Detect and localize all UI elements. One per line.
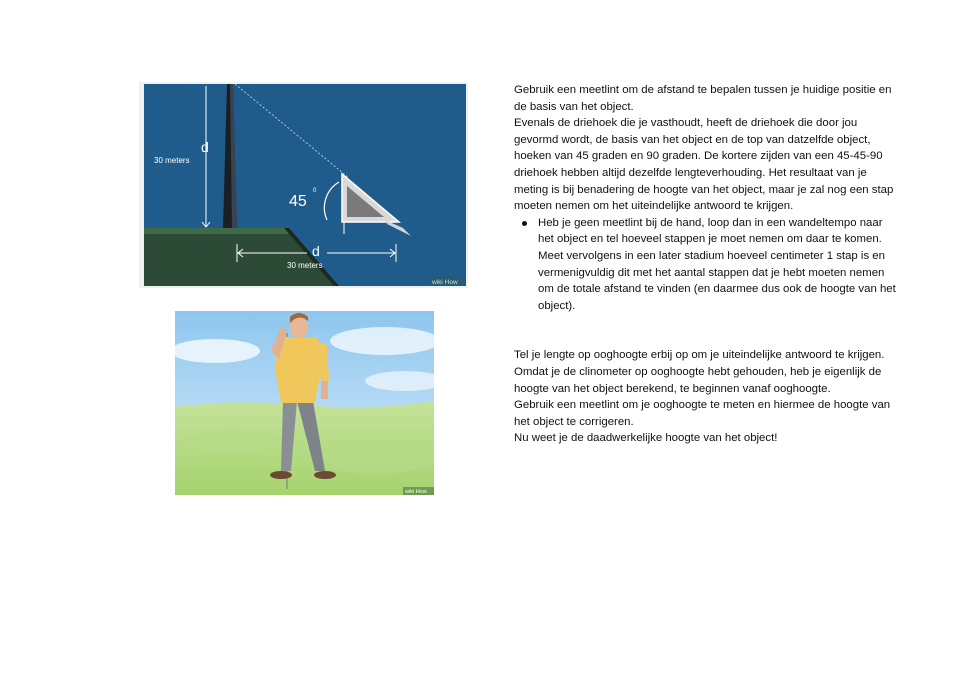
bullet-item [514, 215, 898, 315]
clinometer-diagram-image [139, 82, 468, 288]
paragraph: Evenals de driehoek die je vasthoudt, heeft de driehoek die door jou gevormd wordt, de basis van het object en de top van datzelfde object, hoeken van 45 graden en 90 graden. De kortere zijden van een 45-45-90 driehoek hebben altijd dezelfde lengteverhouding. Het resultaat van je meting is bij benadering de hoogte van het object, maar je zal nog een stap moeten nemen om het uiteindelijke antwoord te krijgen. [514, 117, 894, 213]
vertical-distance-label: 30 meters [154, 156, 190, 165]
horizontal-distance-label: 30 meters [287, 261, 323, 270]
paragraph: Nu weet je de daadwerkelijke hoogte van het object! [514, 432, 778, 445]
person-eye-height-image [175, 311, 434, 495]
degree-symbol: 0 [313, 188, 317, 194]
paragraph: Gebruik een meetlint om je ooghoogte te meten en hiermee de hoogte van het object te corrigeren. [514, 399, 891, 428]
angle-label: 45 [289, 193, 307, 210]
paragraph: Gebruik een meetlint om de afstand te bepalen tussen je huidige positie en de basis van het object. [514, 84, 892, 113]
paragraph: Tel je lengte op ooghoogte erbij op om je uiteindelijke antwoord te krijgen. [514, 349, 885, 362]
bullet-icon [522, 221, 527, 226]
paragraph: Omdat je de clinometer op ooghoogte hebt gehouden, heb je eigenlijk de hoogte van het object berekend, te beginnen vanaf ooghoogte. [514, 365, 882, 395]
bullet-list [514, 215, 898, 315]
watermark-text-2: wiki How [405, 489, 427, 495]
horizontal-d-label: d [312, 243, 320, 259]
vertical-d-label: d [201, 139, 209, 155]
watermark-text: wiki How [432, 279, 458, 286]
instructions-text [514, 82, 898, 447]
bullet-text: Heb je geen meetlint bij de hand, loop dan in een wandeltempo naar het object en tel hoeveel stappen je moet nemen om daar te komen. Meet vervolgens in een later stadium hoeveel centimeter 1 stap is en vermenigvuldig dit met het aantal stappen dat je hebt moeten nemen om de totale afstand te vinden (en daarmee dus ook de hoogte van het object). [538, 216, 896, 312]
